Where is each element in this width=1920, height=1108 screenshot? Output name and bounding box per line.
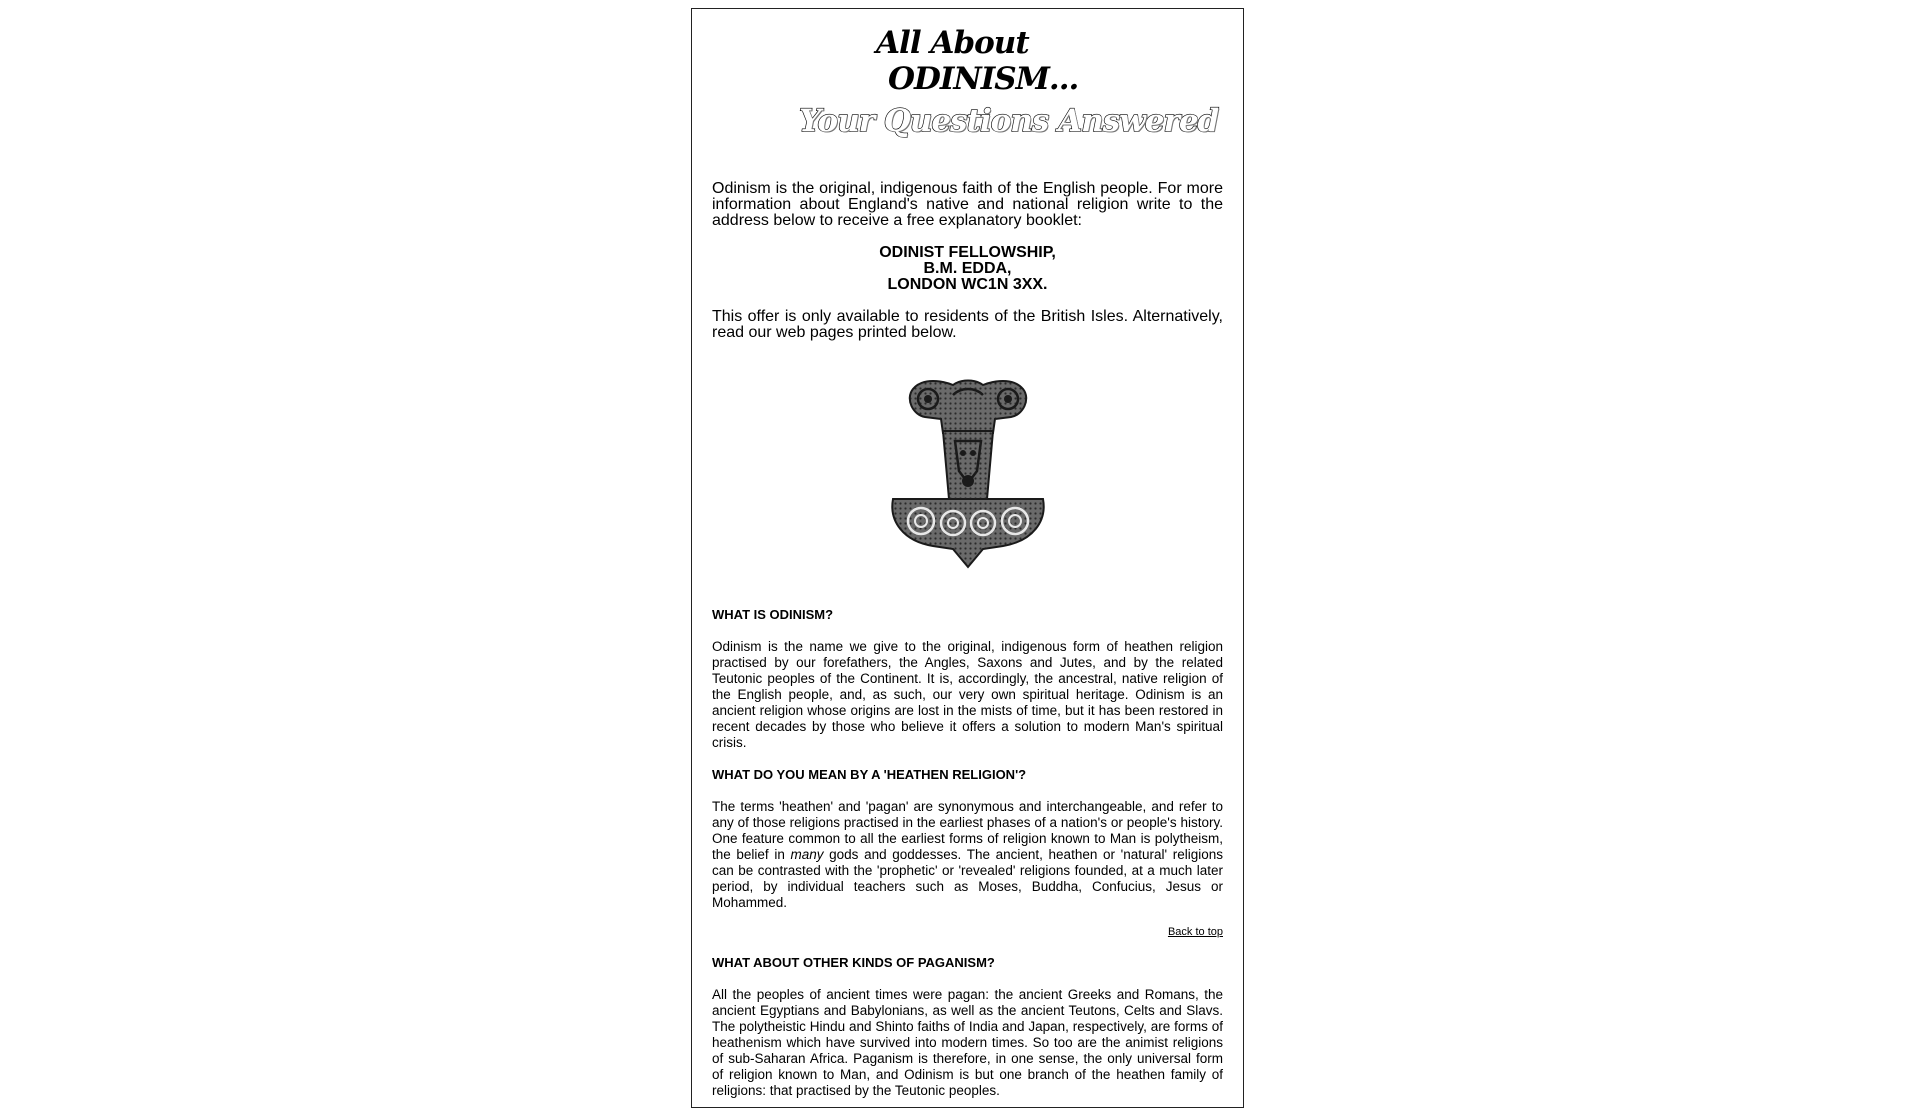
title-line-2: ODINISM... xyxy=(888,61,1079,97)
address-line-1: ODINIST FELLOWSHIP, xyxy=(879,244,1056,261)
back-to-top-row xyxy=(712,925,1223,939)
section-heading-other-paganism: WHAT ABOUT OTHER KINDS OF PAGANISM? xyxy=(712,955,995,970)
thors-hammer-icon xyxy=(883,371,1053,571)
title-line-1: All About xyxy=(876,25,1029,61)
offer-paragraph: This offer is only available to residents of the British Isles. Alternatively, read our web pages printed below. xyxy=(712,308,1223,341)
section-body-heathen-religion xyxy=(712,799,1223,911)
page-content xyxy=(712,9,1223,1099)
section-heading-what-is-odinism: WHAT IS ODINISM? xyxy=(712,607,834,622)
emblem xyxy=(712,371,1223,571)
address-line-2: B.M. EDDA, xyxy=(923,260,1012,277)
postal-address xyxy=(712,245,1223,293)
emphasis-text: many xyxy=(790,847,824,862)
header-banner xyxy=(712,9,1223,144)
back-to-top-link[interactable]: Back to top xyxy=(1167,926,1223,938)
body-text-part: The terms 'heathen' and 'pagan' are synonymous and interchangeable, and refer to any of those religions practised in the earliest phases of a nation's or people's history. One feature common to all the earliest forms of religion known to Man is polytheism, the belief in xyxy=(712,799,1223,862)
address-line-3: LONDON WC1N 3XX. xyxy=(887,276,1048,293)
body-text-part: gods and goddesses. The ancient, heathen or 'natural' religions can be contrasted with the 'prophetic' or 'revealed' religions founded, at a much later period, by individual teachers such as Moses, Buddha, Confucius, Jesus or Mohammed. xyxy=(712,847,1223,910)
section-heading-heathen-religion: WHAT DO YOU MEAN BY A 'HEATHEN RELIGION'? xyxy=(712,767,1027,782)
section-body-what-is-odinism: Odinism is the name we give to the original, indigenous form of heathen religion practised by our forefathers, the Angles, Saxons and Jutes, and by the related Teutonic peoples of the Continent. It is, accordingly, the ancestral, native religion of the English people, and, as such, our very own spiritual heritage. Odinism is an ancient religion whose origins are lost in the mists of time, but it has been restored in recent decades by those who believe it offers a solution to modern Man's spiritual crisis. xyxy=(712,639,1223,750)
section-body-other-paganism: All the peoples of ancient times were pagan: the ancient Greeks and Romans, the ancient Egyptians and Babylonians, as well as the ancient Teutons, Celts and Slavs. The polytheistic Hindu and Shinto faiths of India and Japan, respectively, are forms of heathenism which have survived into modern times. So too are the animist religions of sub-Saharan Africa. Paganism is therefore, in one sense, the only universal form of religion known to Man, and Odinism is but one branch of the heathen family of religions: that practised by the Teutonic peoples. xyxy=(712,987,1223,1098)
page-frame xyxy=(691,8,1244,1108)
intro-paragraph: Odinism is the original, indigenous faith of the English people. For more information about England's native and national religion write to the address below to receive a free explanatory booklet: xyxy=(712,180,1223,229)
subtitle: Your Questions Answered xyxy=(799,103,1219,139)
